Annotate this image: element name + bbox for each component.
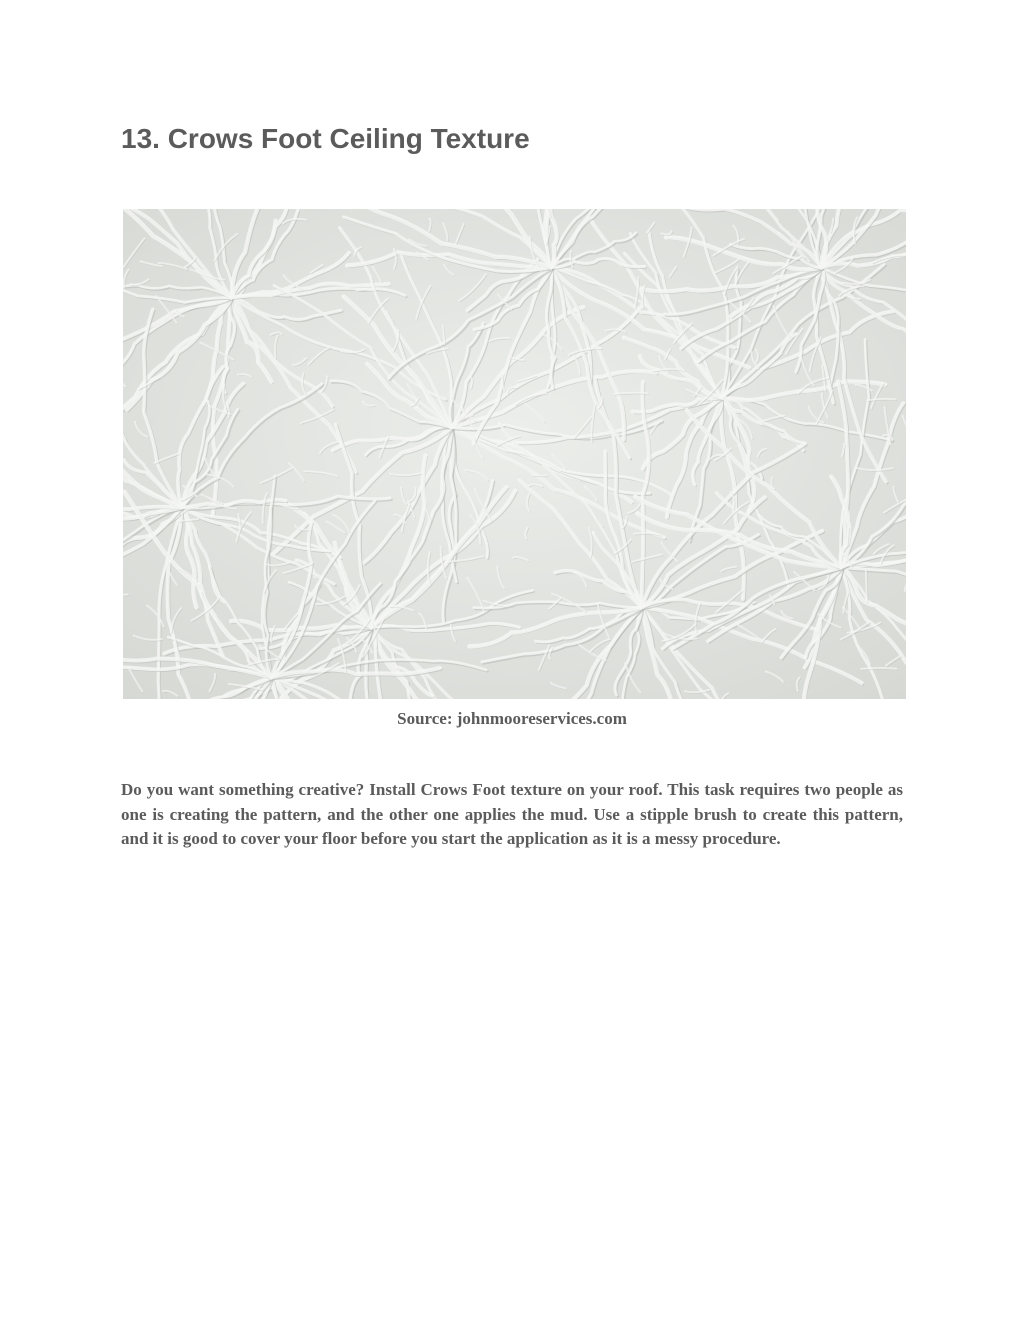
texture-photo-graphic [123,209,906,699]
texture-photo [123,209,906,699]
image-caption: Source: johnmooreservices.com [397,709,627,728]
page-heading: 13. Crows Foot Ceiling Texture [121,123,530,154]
article-paragraph: Do you want something creative? Install Crows Foot texture on your roof. This task requires two people as one is creating the pattern, and the other one applies the mud. Use a stipple brush to create this pattern, and it is good to cover your floor before you start the application as it is a messy procedure. [121,780,903,848]
